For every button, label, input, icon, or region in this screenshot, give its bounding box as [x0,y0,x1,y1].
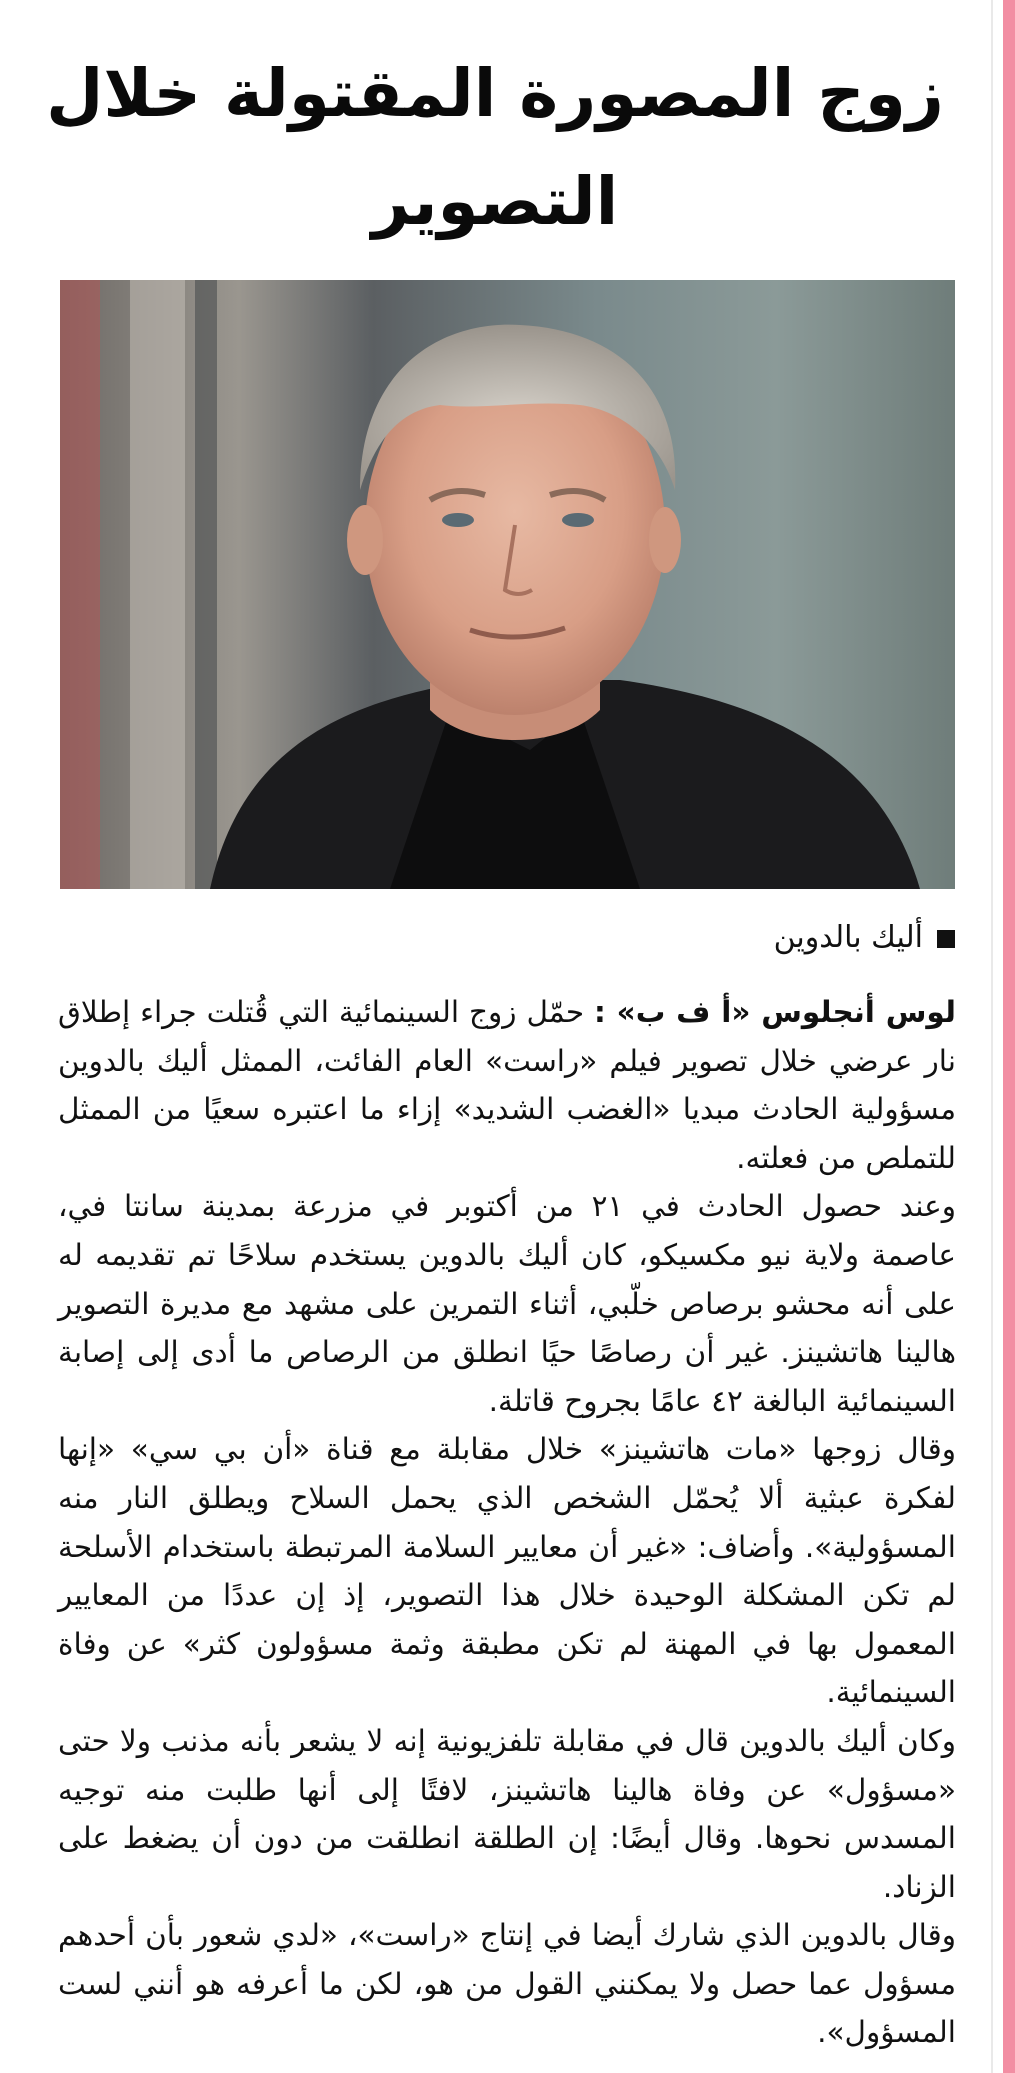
article-paragraph [58,988,956,1182]
margin-rule [991,0,993,2073]
article-paragraph: وكان أليك بالدوين قال في مقابلة تلفزيونية إنه لا يشعر بأنه مذنب ولا حتى «مسؤول» عن وفاة هالينا هاتشينز، لافتًا إلى أنها طلبت منه توجيه المسدس نحوها. وقال أيضًا: إن الطلقة انطلقت من دون أن يضغط على الزناد. [58,1723,956,1904]
caption-square-icon [937,930,955,948]
article-body [58,988,956,2057]
caption-text: أليك بالدوين [773,920,923,955]
article-paragraph: وقال بالدوين الذي شارك أيضا في إنتاج «راست»، «لدي شعور بأن أحدهم مسؤول عما حصل ولا يمكنني القول من هو، لكن ما أعرفه هو أنني لست المسؤول». [58,1918,956,2050]
article-paragraph: وعند حصول الحادث في ٢١ من أكتوبر في مزرعة بمدينة سانتا في، عاصمة ولاية نيو مكسيكو، كان أليك بالدوين يستخدم سلاحًا تم تقديمه له على أنه محشو برصاص خلّبي، أثناء التمرين على مشهد مع مديرة التصوير هالينا هاتشينز. غير أن رصاصًا حيًا انطلق من الرصاص ما أدى إلى إصابة السينمائية البالغة ٤٢ عامًا بجروح قاتلة. [58,1189,956,1418]
photo-caption [60,918,955,958]
article-paragraph: وقال زوجها «مات هاتشينز» خلال مقابلة مع قناة «أن بي سي» «إنها لفكرة عبثية ألا يُحمّل الشخص الذي يحمل السلاح ويطلق النار منه المسؤولية». وأضاف: «غير أن معايير السلامة المرتبطة باستخدام الأسلحة لم تكن المشكلة الوحيدة خلال هذا التصوير، إذ إن عددًا من المعايير المعمول بها في المهنة لم تكن مطبقة وثمة مسؤولون كثر» عن وفاة السينمائية. [58,1432,956,1710]
portrait-photo [60,280,955,889]
headline-line-1: زوج المصورة المقتولة خلال التصوير [46,55,944,240]
dateline: لوس أنجلوس «أ ف ب» : [594,995,956,1029]
paragraph-text: حمّل زوج السينمائية التي قُتلت جراء إطلاق نار عرضي خلال تصوير فيلم «راست» العام الفائت، الممثل أليك بالدوين مسؤولية الحادث مبديا «الغضب الشديد» إزاء ما اعتبره سعيًا من الممثل للتملص من فعلته. [58,995,956,1175]
accent-rule [1003,0,1015,2073]
